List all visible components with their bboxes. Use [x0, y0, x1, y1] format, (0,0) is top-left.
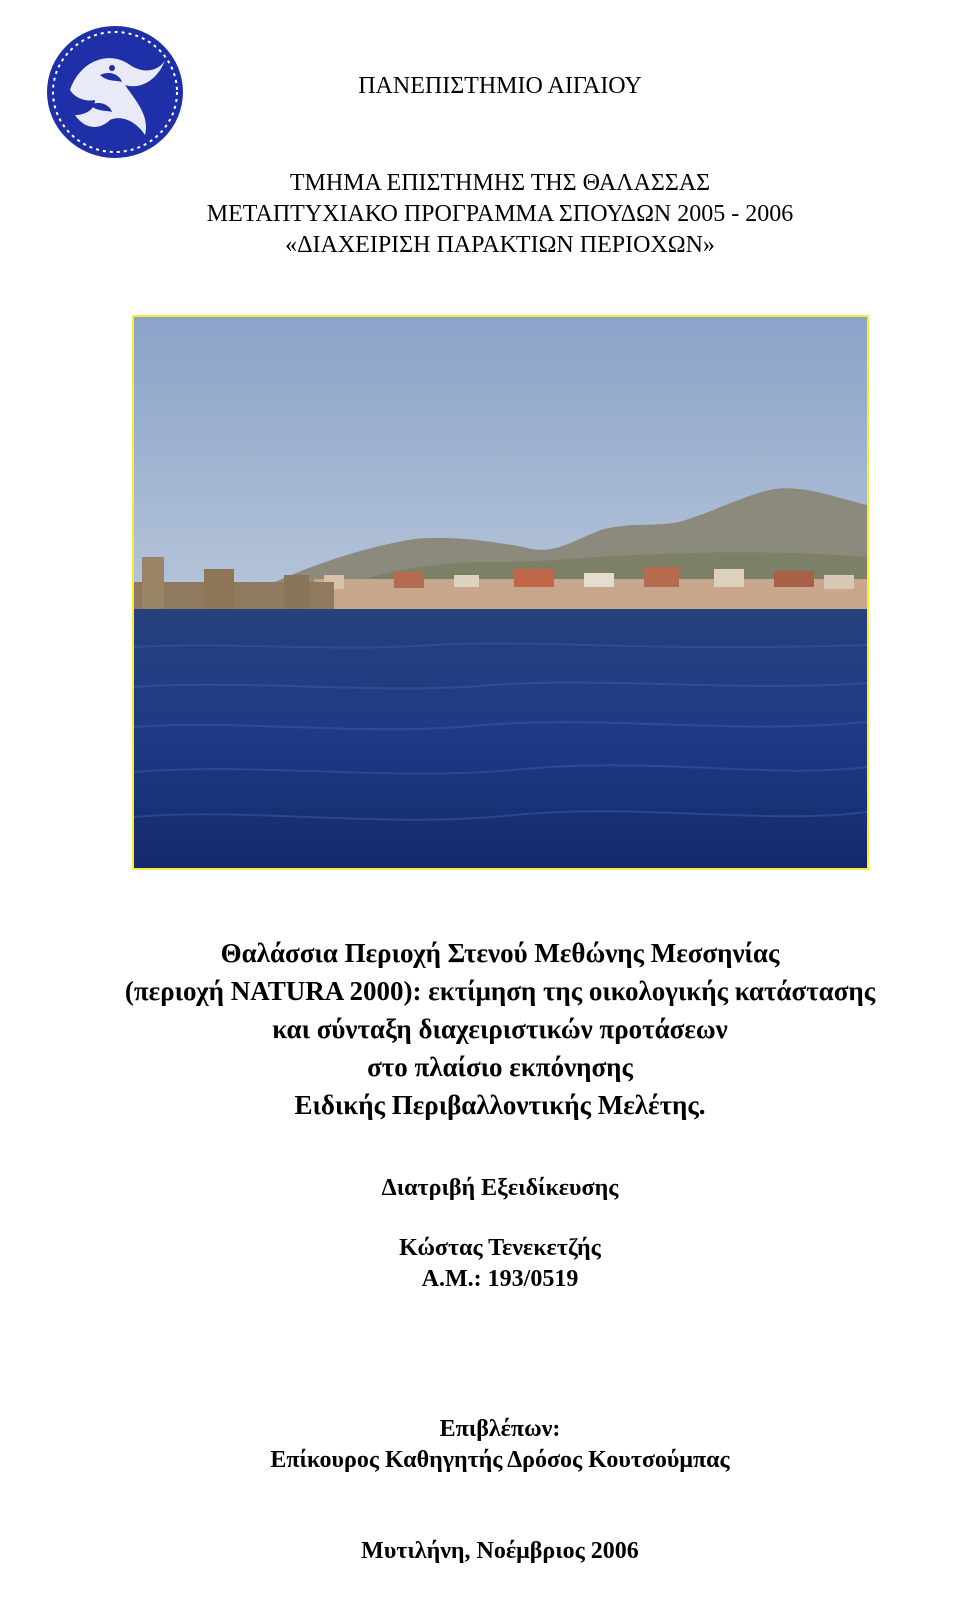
place-date-text: Μυτιλήνη, Νοέμβριος 2006	[361, 1538, 639, 1564]
title-line: στο πλαίσιο εκπόνησης	[367, 1052, 633, 1082]
supervisor-name: Επίκουρος Καθηγητής Δρόσος Κουτσούμπας	[270, 1447, 730, 1473]
thesis-title	[0, 934, 960, 1124]
author-block	[0, 1233, 960, 1295]
supervisor-label: Επιβλέπων:	[439, 1416, 561, 1442]
thesis-type	[0, 1173, 960, 1204]
place-date	[0, 1536, 960, 1567]
title-line: και σύνταξη διαχειριστικών προτάσεων	[272, 1014, 728, 1044]
title-line: Ειδικής Περιβαλλοντικής Μελέτης.	[294, 1090, 706, 1120]
department-line: ΤΜΗΜΑ ΕΠΙΣΤΗΜΗΣ ΤΗΣ ΘΑΛΑΣΣΑΣ	[289, 170, 711, 196]
author-name: Κώστας Τενεκετζής	[399, 1235, 601, 1261]
program-title-line: «ΔΙΑΧΕΙΡΙΣΗ ΠΑΡΑΚΤΙΩΝ ΠΕΡΙΟΧΩΝ»	[285, 232, 715, 258]
supervisor-block	[0, 1414, 960, 1476]
title-line: (περιοχή NATURA 2000): εκτίμηση της οικολογικής κατάστασης	[124, 976, 876, 1006]
thesis-type-label: Διατριβή Εξειδίκευσης	[381, 1175, 619, 1201]
coastal-landscape-photo	[132, 315, 869, 870]
department-info	[0, 168, 960, 261]
program-line: ΜΕΤΑΠΤΥΧΙΑΚΟ ΠΡΟΓΡΑΜΜΑ ΣΠΟΥΔΩΝ 2005 - 2006	[206, 201, 794, 227]
university-name: ΠΑΝΕΠΙΣΤΗΜΙΟ ΑΙΓΑΙΟΥ	[358, 73, 642, 99]
student-id: Α.Μ.: 193/0519	[421, 1266, 579, 1292]
title-line: Θαλάσσια Περιοχή Στενού Μεθώνης Μεσσηνίας	[220, 938, 780, 968]
